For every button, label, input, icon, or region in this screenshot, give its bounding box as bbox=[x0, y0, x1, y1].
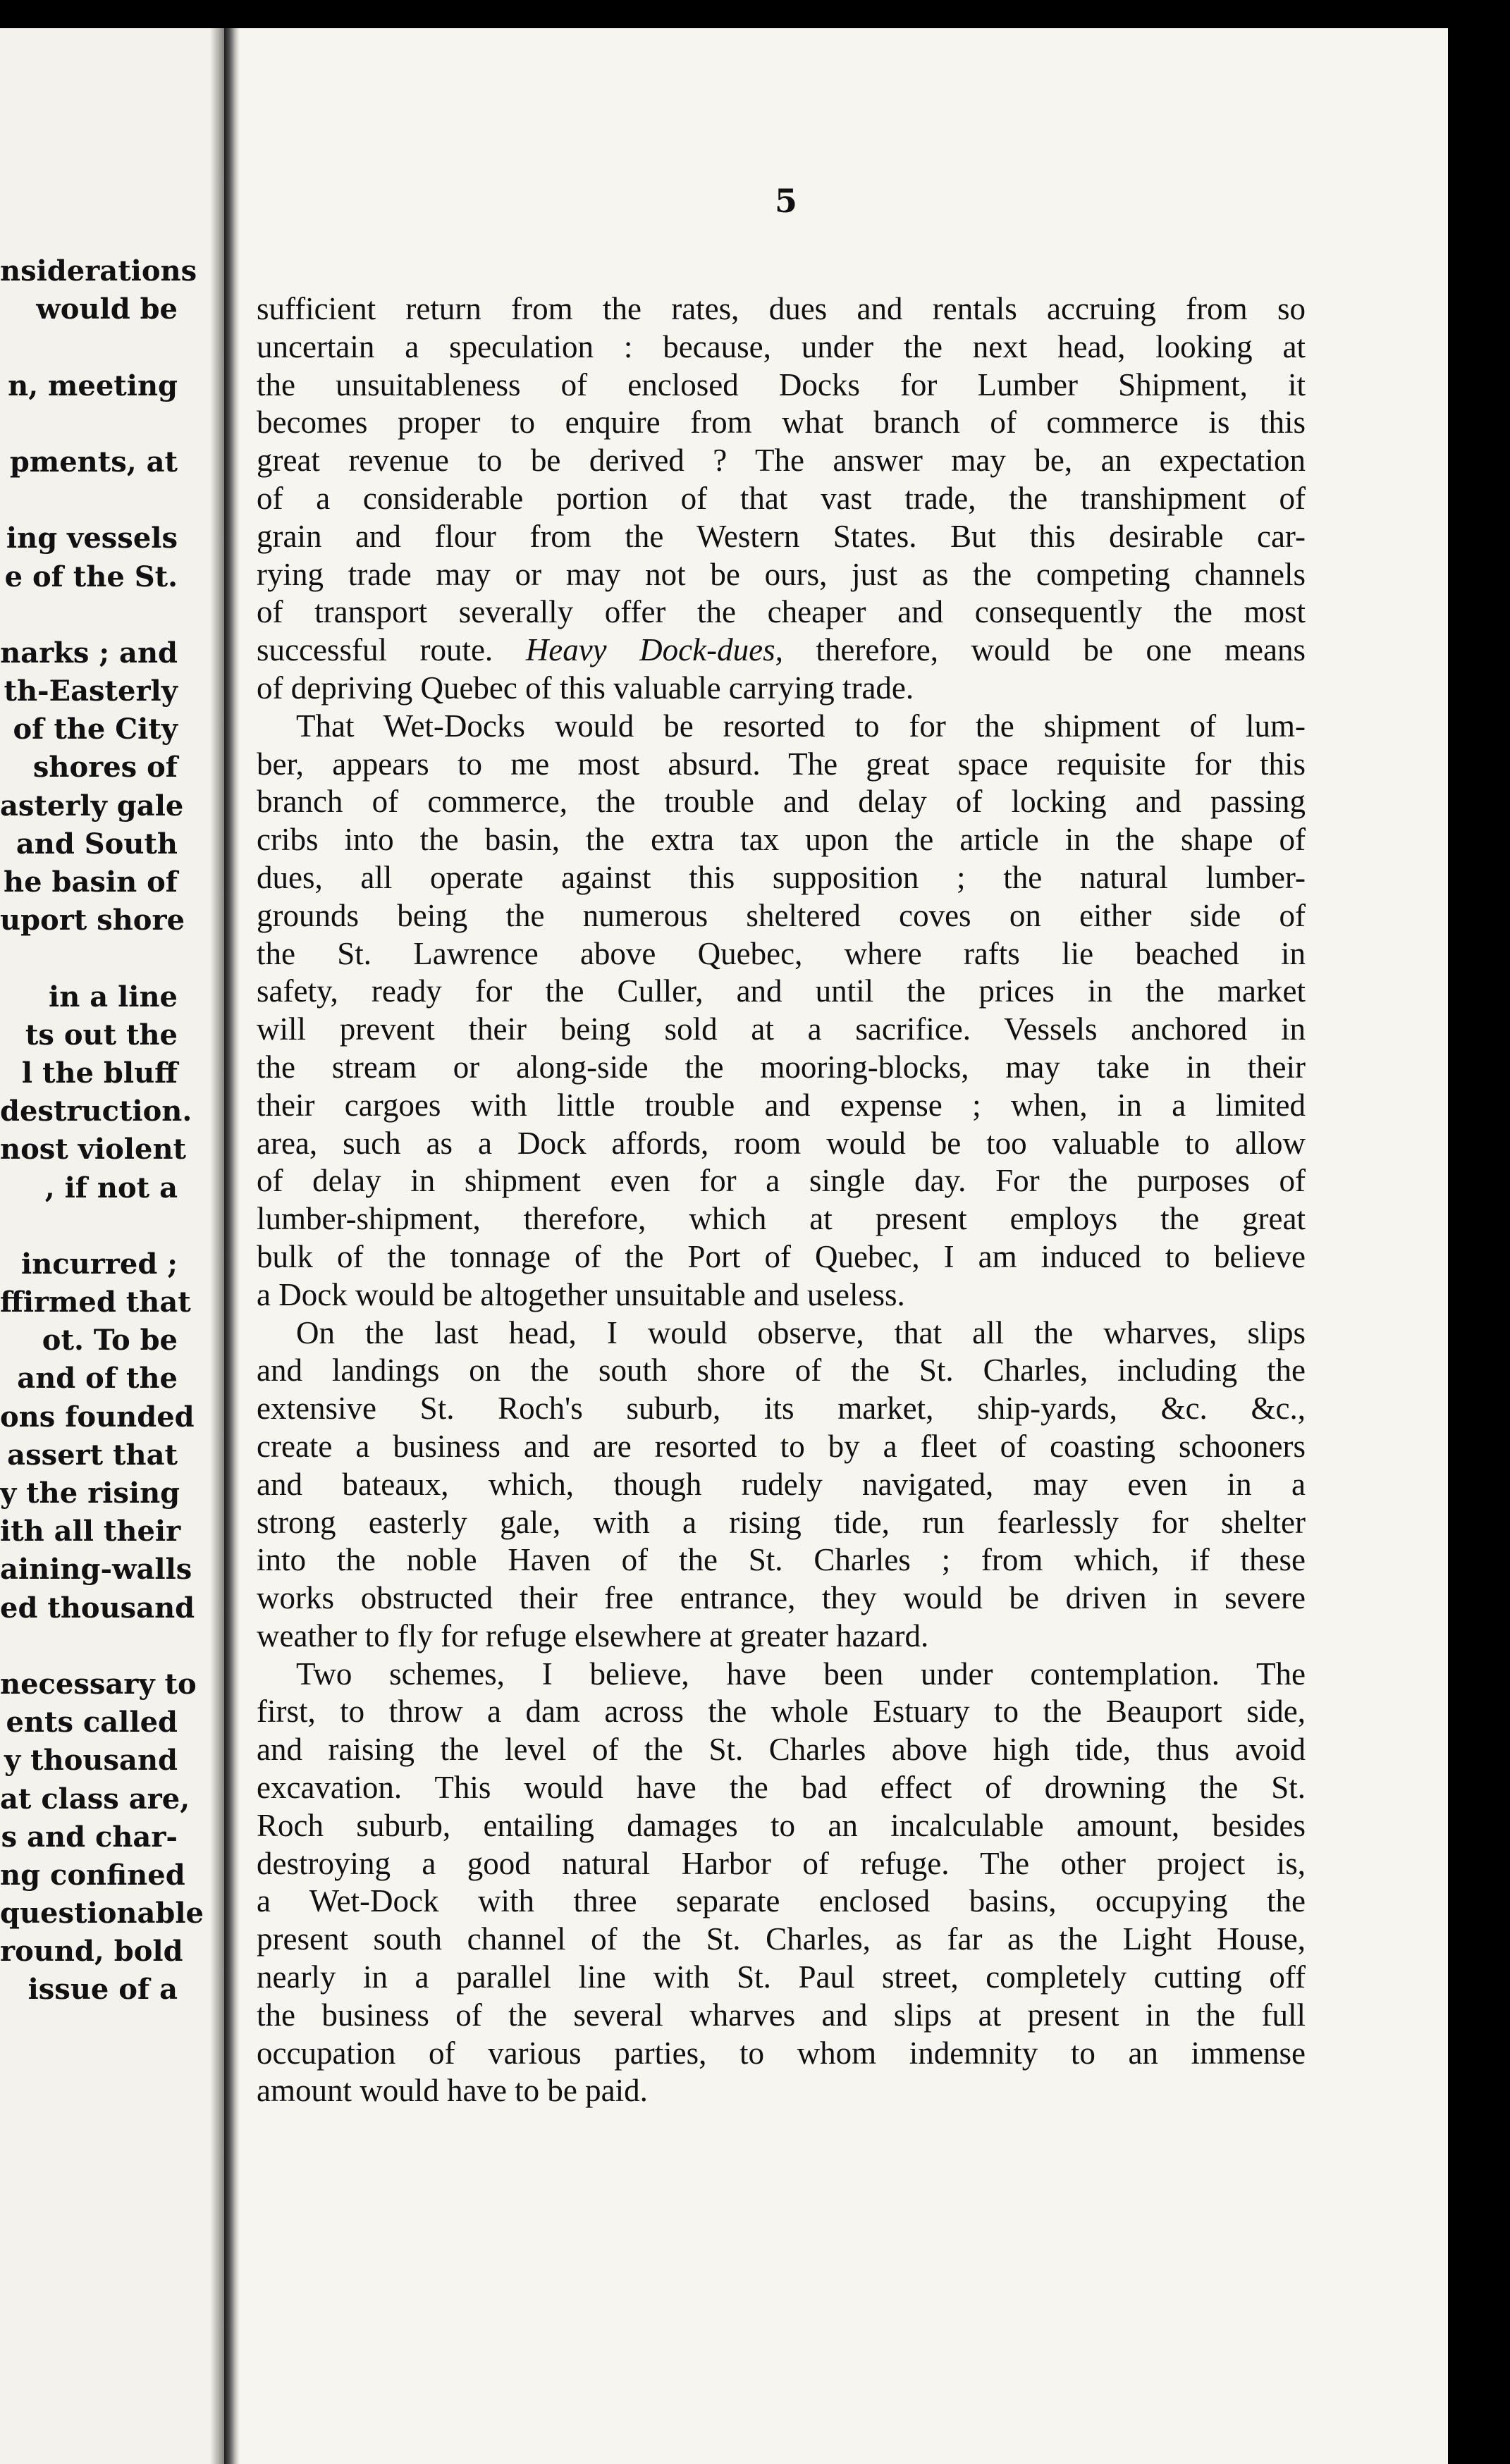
text-line: and raising the level of the St. Charles above high tide, thus avoid bbox=[257, 1732, 1306, 1768]
text-line: will prevent their being sold at a sacrifice. Vessels anchored in bbox=[257, 1011, 1306, 1047]
text-line: area, such as a Dock affords, room would be too valuable to allow bbox=[257, 1125, 1306, 1161]
italic-emphasis: Heavy Dock-dues, bbox=[525, 632, 783, 668]
left-fragment-line: he basin of bbox=[4, 866, 178, 899]
left-fragment-line: and of the bbox=[17, 1362, 178, 1396]
text-line: the St. Lawrence above Quebec, where rafts lie beached in bbox=[257, 935, 1306, 971]
text-line: ber, appears to me most absurd. The great space requisite for this bbox=[257, 746, 1306, 782]
paragraph bbox=[257, 708, 1306, 1314]
left-fragment-line bbox=[0, 481, 178, 519]
text-line: the stream or along-side the mooring-blocks, may take in their bbox=[257, 1049, 1306, 1085]
text-line-last: of depriving Quebec of this valuable carrying trade. bbox=[257, 670, 914, 706]
left-fragment-line: ith all their bbox=[0, 1515, 181, 1548]
left-fragment-line: at class are, bbox=[0, 1782, 190, 1816]
left-fragment-line: in a line bbox=[49, 980, 178, 1014]
page-number: 5 bbox=[774, 182, 797, 220]
text-line: grounds being the numerous sheltered coves on either side of bbox=[257, 897, 1306, 933]
text-line: Roch suburb, entailing damages to an incalculable amount, besides bbox=[257, 1807, 1306, 1843]
left-fragment-line: assert that bbox=[7, 1438, 178, 1472]
paragraph bbox=[257, 1314, 1306, 1656]
scan-border bbox=[1448, 28, 1510, 2464]
left-fragment-line bbox=[0, 1627, 178, 1665]
left-fragment-line: ed thousand bbox=[0, 1591, 195, 1625]
left-fragment-line: ents called bbox=[6, 1706, 178, 1739]
left-fragment-line: nsiderations bbox=[0, 254, 197, 288]
left-fragment-line: issue of a bbox=[27, 1973, 178, 2007]
text-line: sufficient return from the rates, dues and rentals accruing from so bbox=[257, 291, 1306, 326]
left-fragment-line: l the bluff bbox=[21, 1056, 178, 1090]
left-fragment-line: would be bbox=[36, 292, 178, 326]
text-line: safety, ready for the Culler, and until the prices in the market bbox=[257, 973, 1306, 1009]
text-line: Two schemes, I believe, have been under contemplation. The bbox=[296, 1656, 1306, 1692]
left-page-text-column bbox=[0, 252, 204, 2009]
left-fragment-line: s and char- bbox=[1, 1820, 178, 1854]
paragraph bbox=[257, 1656, 1306, 2111]
left-fragment-line: ot. To be bbox=[42, 1324, 178, 1357]
text-line: a Wet-Dock with three separate enclosed basins, occupying the bbox=[257, 1883, 1306, 1919]
left-fragment-line bbox=[0, 596, 178, 634]
text-line: into the noble Haven of the St. Charles ; from which, if these bbox=[257, 1542, 1306, 1578]
left-fragment-line: ng confined bbox=[0, 1858, 185, 1892]
left-fragment-line: uport shore bbox=[0, 904, 185, 937]
left-page-fragment bbox=[0, 28, 224, 2464]
left-fragment-line bbox=[0, 405, 178, 443]
left-fragment-line: nost violent bbox=[0, 1133, 187, 1166]
paragraph bbox=[257, 290, 1306, 708]
text-line: works obstructed their free entrance, they would be driven in severe bbox=[257, 1580, 1306, 1616]
left-fragment-line: y thousand bbox=[4, 1744, 178, 1778]
left-fragment-line: n, meeting bbox=[8, 369, 178, 402]
text-fragment: successful route. bbox=[257, 632, 526, 668]
text-line-last: amount would have to be paid. bbox=[257, 2073, 648, 2109]
text-line: destroying a good natural Harbor of refuge. The other project is, bbox=[257, 1845, 1306, 1881]
text-line: occupation of various parties, to whom indemnity to an immense bbox=[257, 2035, 1306, 2071]
text-fragment: therefore, would be one means bbox=[782, 632, 1306, 668]
left-fragment-line: incurred ; bbox=[21, 1247, 178, 1281]
text-line: rying trade may or may not be ours, just as the competing channels bbox=[257, 556, 1306, 592]
text-line: the business of the several wharves and slips at present in the full bbox=[257, 1997, 1306, 2033]
text-line: their cargoes with little trouble and expense ; when, in a limited bbox=[257, 1087, 1306, 1123]
book-gutter bbox=[224, 28, 240, 2464]
text-line: On the last head, I would observe, that all the wharves, slips bbox=[296, 1314, 1306, 1350]
left-fragment-line: narks ; and bbox=[0, 636, 178, 670]
text-line: first, to throw a dam across the whole Estuary to the Beauport side, bbox=[257, 1694, 1306, 1730]
text-line: present south channel of the St. Charles, as far as the Light House, bbox=[257, 1921, 1306, 1957]
text-line: dues, all operate against this supposition ; the natural lumber- bbox=[257, 859, 1306, 895]
text-line: grain and flour from the Western States. But this desirable car- bbox=[257, 518, 1306, 554]
left-fragment-line: pments, at bbox=[9, 445, 178, 479]
right-page bbox=[224, 28, 1448, 2464]
left-fragment-line: e of the St. bbox=[4, 560, 178, 593]
text-line-last: weather to fly for refuge elsewhere at greater hazard. bbox=[257, 1618, 929, 1653]
text-line: lumber-shipment, therefore, which at present employs the great bbox=[257, 1201, 1306, 1237]
left-fragment-line: shores of bbox=[32, 751, 178, 784]
left-fragment-line: ons founded bbox=[0, 1400, 195, 1434]
text-line: and landings on the south shore of the St. Charles, including the bbox=[257, 1353, 1306, 1388]
left-fragment-line: necessary to bbox=[0, 1667, 197, 1701]
left-fragment-line: th-Easterly bbox=[4, 674, 178, 708]
text-line: of a considerable portion of that vast trade, the transhipment of bbox=[257, 480, 1306, 516]
text-line-last: a Dock would be altogether unsuitable and useless. bbox=[257, 1276, 905, 1312]
left-fragment-line: ts out the bbox=[25, 1018, 178, 1052]
left-fragment-line: of the City bbox=[13, 713, 178, 746]
text-line: bulk of the tonnage of the Port of Quebec, I am induced to believe bbox=[257, 1238, 1306, 1274]
left-fragment-line: asterly gale bbox=[0, 789, 184, 823]
text-line: cribs into the basin, the extra tax upon the article in the shape of bbox=[257, 822, 1306, 858]
text-line: and bateaux, which, though rudely navigated, may even in a bbox=[257, 1466, 1306, 1502]
text-line: strong easterly gale, with a rising tide, run fearlessly for shelter bbox=[257, 1504, 1306, 1540]
text-line: create a business and are resorted to by a fleet of coasting schooners bbox=[257, 1428, 1306, 1464]
left-fragment-line bbox=[0, 328, 178, 366]
left-fragment-line: aining-walls bbox=[0, 1553, 192, 1587]
text-line: the unsuitableness of enclosed Docks for Lumber Shipment, it bbox=[257, 366, 1306, 402]
text-line: great revenue to be derived ? The answer may be, an expectation bbox=[257, 443, 1306, 479]
text-line: uncertain a speculation : because, under the next head, looking at bbox=[257, 328, 1306, 364]
left-fragment-line bbox=[0, 1207, 178, 1245]
body-text bbox=[257, 290, 1306, 2110]
text-line-with-emphasis bbox=[257, 632, 1306, 670]
left-fragment-line: y the rising bbox=[0, 1477, 180, 1510]
text-line: excavation. This would have the bad effect of drowning the St. bbox=[257, 1770, 1306, 1806]
text-line: of delay in shipment even for a single day. For the purposes of bbox=[257, 1163, 1306, 1199]
text-line: extensive St. Roch's suburb, its market, ship-yards, &c. &c., bbox=[257, 1391, 1306, 1427]
left-fragment-line: round, bold bbox=[0, 1935, 183, 1969]
left-fragment-line bbox=[0, 940, 178, 978]
text-line: branch of commerce, the trouble and delay of locking and passing bbox=[257, 784, 1306, 820]
left-fragment-line: , if not a bbox=[44, 1171, 178, 1205]
left-fragment-line: destruction. bbox=[0, 1095, 192, 1128]
text-line: That Wet-Docks would be resorted to for the shipment of lum- bbox=[296, 708, 1306, 744]
left-fragment-line: ffirmed that bbox=[0, 1286, 191, 1319]
left-fragment-line: questionable bbox=[0, 1897, 204, 1930]
left-fragment-line: and South bbox=[16, 827, 178, 861]
left-fragment-line: ing vessels bbox=[6, 522, 178, 555]
text-line: becomes proper to enquire from what branch of commerce is this bbox=[257, 405, 1306, 441]
text-line: of transport severally offer the cheaper and consequently the most bbox=[257, 594, 1306, 630]
text-line: nearly in a parallel line with St. Paul street, completely cutting off bbox=[257, 1959, 1306, 1995]
